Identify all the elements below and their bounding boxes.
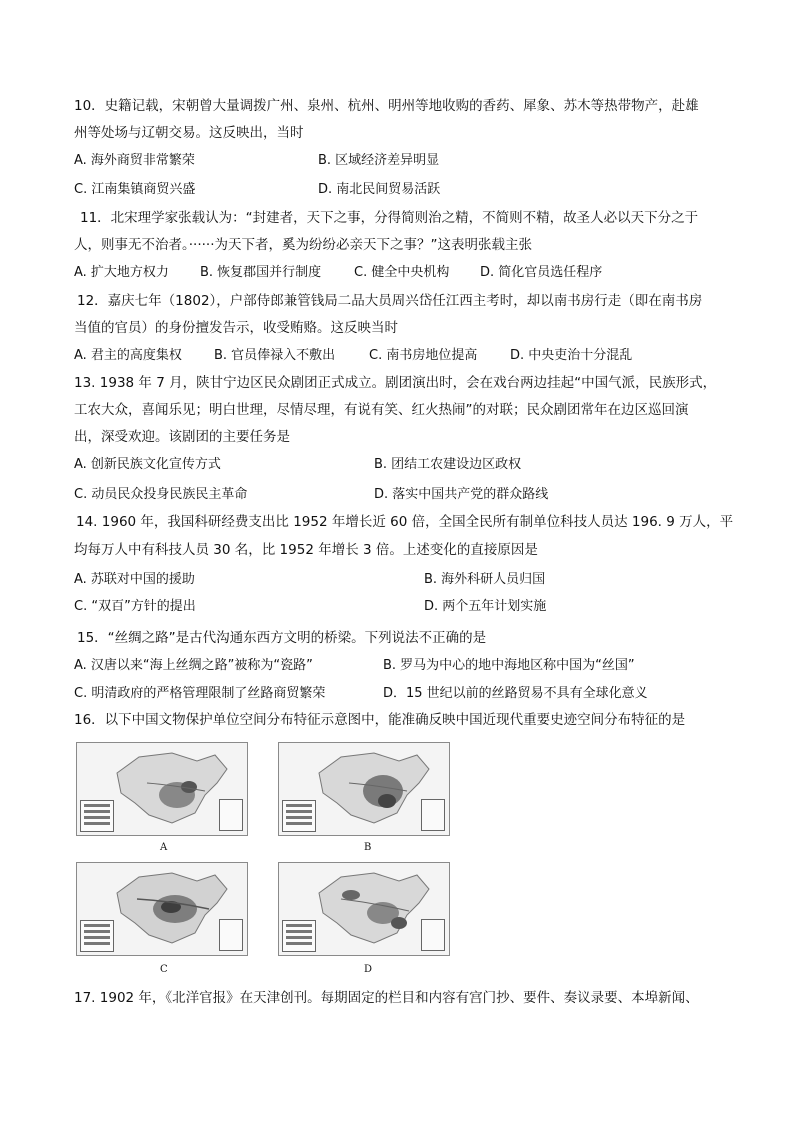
map-b bbox=[278, 742, 450, 836]
distribution-maps-figure bbox=[76, 742, 456, 974]
map-a bbox=[76, 742, 248, 836]
q16-stem-line1: 16．以下中国文物保护单位空间分布特征示意图中，能准确反映中国近现代重要史迹空间分布特征的是 bbox=[74, 712, 686, 728]
map-legend bbox=[80, 800, 114, 832]
q15-option-b: B. 罗马为中心的地中海地区称中国为“丝国” bbox=[383, 658, 635, 673]
q14-option-b: B. 海外科研人员归国 bbox=[424, 572, 546, 587]
q11-stem-line1: 11．北宋理学家张载认为：“封建者，天下之事，分得简则治之精，不简则不精，故圣人必以天下分之于 bbox=[80, 210, 699, 226]
map-d bbox=[278, 862, 450, 956]
map-label-d: D bbox=[364, 964, 373, 975]
q11-option-a: A. 扩大地方权力 bbox=[74, 265, 169, 280]
q10-option-c: C. 江南集镇商贸兴盛 bbox=[74, 182, 196, 197]
q13-stem-line1: 13. 1938 年 7 月，陕甘宁边区民众剧团正式成立。剧团演出时，会在戏台两边挂起“中国气派，民族形式， bbox=[74, 375, 717, 391]
q17-stem-line1: 17. 1902 年，《北洋官报》在天津创刊。每期固定的栏目和内容有宫门抄、要件、奏议录要、本埠新闻、 bbox=[74, 990, 699, 1006]
q13-option-d: D. 落实中国共产党的群众路线 bbox=[374, 487, 549, 502]
q13-option-c: C. 动员民众投身民族民主革命 bbox=[74, 487, 248, 502]
q13-option-b: B. 团结工农建设边区政权 bbox=[374, 457, 522, 472]
q12-option-b: B. 官员俸禄入不敷出 bbox=[214, 348, 336, 363]
map-label-b: B bbox=[364, 842, 372, 853]
q15-option-c: C. 明清政府的严格管理限制了丝路商贸繁荣 bbox=[74, 686, 326, 701]
q12-option-a: A. 君主的高度集权 bbox=[74, 348, 182, 363]
q15-stem-line1: 15．“丝绸之路”是古代沟通东西方文明的桥梁。下列说法不正确的是 bbox=[77, 630, 487, 646]
south-sea-inset bbox=[421, 799, 445, 831]
south-sea-inset bbox=[219, 799, 243, 831]
q13-option-a: A. 创新民族文化宣传方式 bbox=[74, 457, 221, 472]
q13-stem-line2: 工农大众，喜闻乐见；明白世理，尽情尽理，有说有笑、红火热闹”的对联；民众剧团常年在边区巡回演 bbox=[74, 402, 689, 418]
q12-stem-line1: 12．嘉庆七年（1802），户部侍郎兼管钱局二品大员周兴岱任江西主考时，却以南书房行走（即在南书房 bbox=[77, 293, 703, 309]
q12-stem-line2: 当值的官员）的身份擅发告示，收受贿赂。这反映当时 bbox=[74, 320, 398, 336]
q11-option-c: C. 健全中央机构 bbox=[354, 265, 450, 280]
q15-option-d: D．15 世纪以前的丝路贸易不具有全球化意义 bbox=[383, 686, 648, 701]
q14-option-c: C. “双百”方针的提出 bbox=[74, 599, 196, 614]
q11-option-b: B. 恢复郡国并行制度 bbox=[200, 265, 322, 280]
q11-stem-line2: 人，则事无不治者。······为天下者，奚为纷纷必亲天下之事？”这表明张载主张 bbox=[74, 237, 532, 253]
south-sea-inset bbox=[421, 919, 445, 951]
map-label-a: A bbox=[160, 842, 168, 853]
q12-option-c: C. 南书房地位提高 bbox=[369, 348, 478, 363]
q14-stem-line2: 均每万人中有科技人员 30 名，比 1952 年增长 3 倍。上述变化的直接原因是 bbox=[74, 542, 538, 558]
q14-option-a: A. 苏联对中国的援助 bbox=[74, 572, 195, 587]
q15-option-a: A. 汉唐以来“海上丝绸之路”被称为“瓷路” bbox=[74, 658, 313, 673]
map-legend bbox=[282, 920, 316, 952]
q12-option-d: D. 中央吏治十分混乱 bbox=[510, 348, 633, 363]
q10-stem-line1: 10．史籍记载，宋朝曾大量调拨广州、泉州、杭州、明州等地收购的香药、犀象、苏木等热带物产，赴雄 bbox=[74, 98, 699, 114]
q13-stem-line3: 出，深受欢迎。该剧团的主要任务是 bbox=[74, 429, 290, 445]
q14-option-d: D. 两个五年计划实施 bbox=[424, 599, 547, 614]
q10-stem-line2: 州等处场与辽朝交易。这反映出，当时 bbox=[74, 125, 304, 141]
q11-option-d: D. 简化官员选任程序 bbox=[480, 265, 603, 280]
q10-option-a: A. 海外商贸非常繁荣 bbox=[74, 153, 195, 168]
map-legend bbox=[282, 800, 316, 832]
q10-option-d: D. 南北民间贸易活跃 bbox=[318, 182, 441, 197]
south-sea-inset bbox=[219, 919, 243, 951]
q10-option-b: B. 区域经济差异明显 bbox=[318, 153, 440, 168]
map-c bbox=[76, 862, 248, 956]
map-legend bbox=[80, 920, 114, 952]
map-label-c: C bbox=[160, 964, 168, 975]
q14-stem-line1: 14. 1960 年，我国科研经费支出比 1952 年增长近 60 倍，全国全民所有制单位科技人员达 196. 9 万人，平 bbox=[76, 514, 734, 530]
